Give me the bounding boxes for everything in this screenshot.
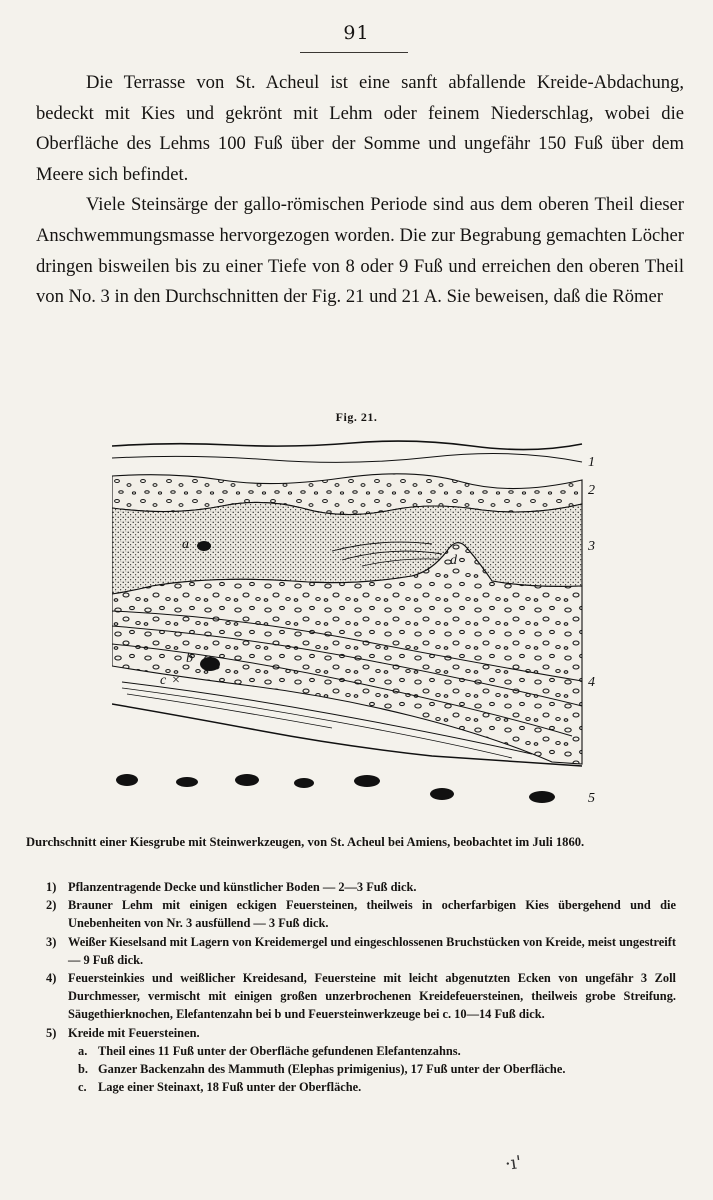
fig-letter-a: a <box>182 537 189 552</box>
legend-number: 5) <box>46 1025 57 1040</box>
layer-2-loam <box>112 474 582 515</box>
fig-letter-x: × <box>172 673 180 688</box>
tooth-fragment-a <box>197 541 211 551</box>
figure-caption: Durchschnitt einer Kiesgrube mit Steinwerkzeugen, von St. Acheul bei Amiens, beobachtet im Juli 1860. <box>26 835 585 849</box>
legend-subitem <box>46 1078 676 1096</box>
layer-label-2: 2 <box>588 483 595 498</box>
body-text <box>36 68 684 313</box>
legend-letter: a. <box>78 1043 88 1058</box>
legend-letter: b. <box>78 1062 88 1077</box>
legend-subtext: Theil eines 11 Fuß unter der Oberfläche gefundenen Elefantenzahns. <box>98 1043 461 1058</box>
mammoth-molar-b <box>200 657 220 671</box>
legend-letter: c. <box>78 1080 87 1095</box>
legend-subitem <box>46 1042 676 1060</box>
figure-label: Fig. 21. <box>335 410 378 424</box>
legend-text: Feuersteinkies und weißlicher Kreidesand, Feuersteine mit leicht abgenutzten Ecken von ungefähr 3 Zoll Durchmesser, vermischt mit einigen großen unzerbrochenen Kreidefeuersteinen, theilweis grobe Streifung. Säugethierknochen, Elefantenzahn bei b und Feuersteinwerkzeuge bei c. 10—14 Fuß dick. <box>68 971 676 1022</box>
legend-text: Pflanzentragende Decke und künstlicher Boden — 2—3 Fuß dick. <box>68 880 417 894</box>
page-number-rule <box>300 52 408 53</box>
layer-label-5: 5 <box>588 791 595 806</box>
legend-subtext: Lage einer Steinaxt, 18 Fuß unter der Oberfläche. <box>98 1080 362 1095</box>
layer-label-3: 3 <box>588 539 595 554</box>
geological-section-figure <box>112 436 612 816</box>
legend-number: 2) <box>46 898 57 913</box>
layer-1-surface <box>112 441 582 449</box>
fig-letter-c: c <box>160 673 167 688</box>
layer-label-4: 4 <box>588 675 595 690</box>
legend-item <box>46 896 676 932</box>
fig-letter-d: d <box>450 553 457 568</box>
chalk-flints <box>116 774 555 803</box>
fig-letter-b: b <box>186 651 193 666</box>
legend-subtext: Ganzer Backenzahn des Mammuth (Elephas primigenius), 17 Fuß unter der Oberfläche. <box>98 1062 566 1077</box>
legend-subitem <box>46 1060 676 1078</box>
legend-text: Kreide mit Feuersteinen. <box>68 1025 200 1040</box>
legend-item <box>46 878 676 896</box>
legend-item <box>46 933 676 969</box>
legend-item <box>46 969 676 1024</box>
legend-item <box>46 1024 676 1042</box>
figure-legend <box>46 878 676 1096</box>
marginal-mark: ·ı' <box>503 1151 523 1176</box>
legend-text: Brauner Lehm mit einigen eckigen Feuersteinen, theilweis in ocherfarbigen Kies übergehend und die Unebenheiten von Nr. 3 ausfüllend — 3 Fuß dick. <box>68 898 676 931</box>
legend-number: 4) <box>46 971 57 986</box>
page-number: 91 <box>343 22 370 44</box>
legend-number: 3) <box>46 934 57 949</box>
legend-number: 1) <box>46 880 57 894</box>
paragraph-2: Viele Steinsärge der gallo-römischen Periode sind aus dem oberen Theil dieser Anschwemmungsmasse hervorgezogen worden. Die zur Begrabung gemachten Löcher dringen bisweilen bis zu einer Tiefe von 8 oder 9 Fuß und erreichen den oberen Theil von No. 3 in den Durchschnitten der Fig. 21 und 21 A. Sie beweisen, daß die Römer <box>36 194 684 308</box>
paragraph-1: Die Terrasse von St. Acheul ist eine sanft abfallende Kreide-Abdachung, bedeckt mit Kies und gekrönt mit Lehm oder feinem Niederschlag, wobei die Oberfläche des Lehms 100 Fuß über der Somme und ungefähr 150 Fuß über dem Meere sich befindet. <box>36 72 684 185</box>
layer-label-1: 1 <box>588 455 595 470</box>
legend-text: Weißer Kieselsand mit Lagern von Kreidemergel und eingeschlossenen Bruchstücken von Kreide, meist ungestreift — 9 Fuß dick. <box>68 934 676 967</box>
